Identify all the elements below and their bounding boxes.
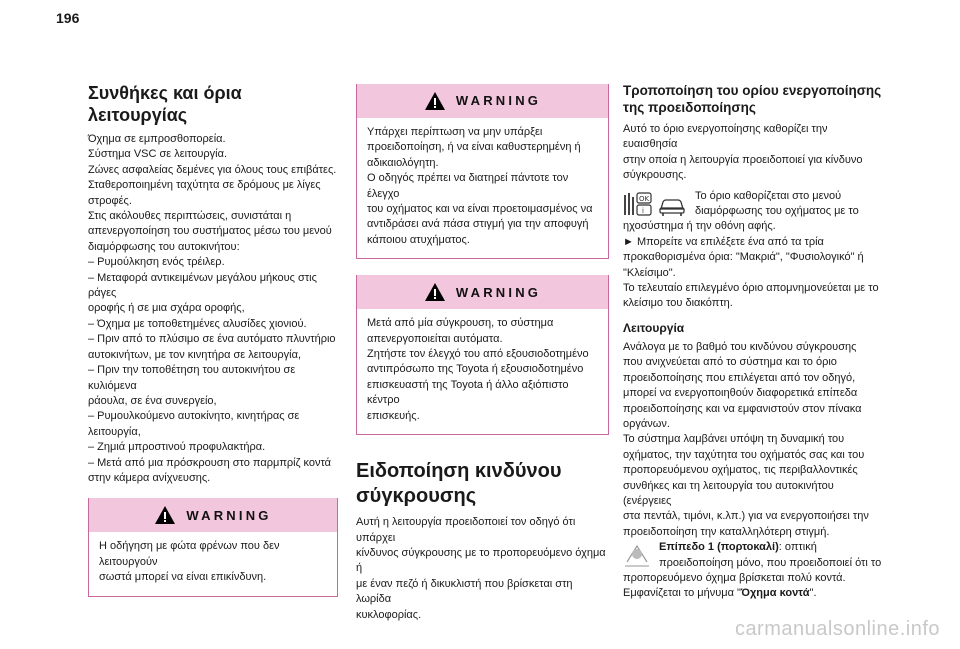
warning-header xyxy=(357,275,608,309)
warning-header xyxy=(89,498,337,532)
text-line: αντιδράσει ανά πάσα στιγμή για την αποφυγή xyxy=(367,218,589,231)
text-line: προπορευόμενο όχημα βρίσκεται πολύ κοντά. xyxy=(623,571,846,584)
text-line: απενεργοποιείται αυτόματα. xyxy=(367,332,503,345)
column-conditions xyxy=(88,82,338,597)
list-item: – Πριν την τοποθέτηση του αυτοκινήτου σε κυλιόμενα xyxy=(88,364,296,392)
text-line: Ζητήστε τον έλεγχό του από εξουσιοδοτημένο xyxy=(367,348,589,361)
text-line xyxy=(623,586,883,601)
text-line: σωστά μπορεί να είναι επικίνδυνη. xyxy=(99,571,267,584)
text-line: Αυτή η λειτουργία προειδοποιεί τον οδηγό ότι υπάρχει xyxy=(356,516,576,544)
config-menu-paragraph xyxy=(623,189,883,220)
text-line: οχήματος, την ταχύτητα του οχήματός σας και του xyxy=(623,448,865,461)
text-line: Μετά από μία σύγκρουση, το σύστημα xyxy=(367,317,554,330)
text-line: Αυτό το όριο ενεργοποίησης καθορίζει την ευαισθησία xyxy=(623,123,828,151)
message-prefix: Εμφανίζεται το μήνυμα " xyxy=(623,587,741,600)
threshold-options xyxy=(623,219,883,311)
warning-body xyxy=(89,532,337,595)
title-line: Ειδοποίηση κινδύνου xyxy=(356,460,562,483)
text-line: επισκευής. xyxy=(367,409,420,422)
text-line: του οχήματος και να είναι προετοιμασμένος να xyxy=(367,203,593,216)
operation-text xyxy=(623,340,883,540)
text-line: Το σύστημα λαμβάνει υπόψη τη δυναμική του xyxy=(623,433,845,446)
text-line: Ανάλογα με το βαθμό του κινδύνου σύγκρουσης xyxy=(623,340,857,353)
text-line: μπορεί να ενεργοποιηθούν διαφορετικά επίπεδα xyxy=(623,387,858,400)
text-line: αντιπρόσωπο της Toyota ή εξουσιοδοτημένο xyxy=(367,363,584,376)
text-line: προειδοποίηση, ή να είναι καθυστερημένη ή xyxy=(367,141,581,154)
collision-warning-level-icon xyxy=(623,542,651,568)
text-line: προπορευόμενου οχήματος, τις περιβαλλοντικές xyxy=(623,464,858,477)
text-line: Σύστημα VSC σε λειτουργία. xyxy=(88,148,228,161)
text-line: κάποιου ατυχήματος. xyxy=(367,233,470,246)
vehicle-settings-icon xyxy=(660,200,684,216)
text-line: που ανιχνεύεται από το σύστημα και το όριο xyxy=(623,356,837,369)
subsection-title-operation: Λειτουργία xyxy=(623,320,685,335)
text-line: κίνδυνος σύγκρουσης με το προπορευόμενο όχημα ή xyxy=(356,546,606,575)
svg-text:i: i xyxy=(642,206,644,215)
section-title-threshold xyxy=(623,82,883,116)
text-line xyxy=(623,540,883,555)
watermark: carmanualsonline.info xyxy=(734,618,940,640)
text-line: Η οδήγηση με φώτα φρένων που δεν λειτουργούν xyxy=(99,540,280,568)
audio-settings-icon xyxy=(624,193,651,215)
warning-title: WARNING xyxy=(186,507,272,523)
text-line: προειδοποίηση μόνο, που προειδοποιεί ότι το xyxy=(659,556,882,569)
conditions-text xyxy=(88,132,338,486)
list-item: – Πριν από το πλύσιμο σε ένα αυτόματο πλυντήριο xyxy=(88,333,336,346)
text-line: διαμόρφωσης του οχήματος με το xyxy=(695,205,859,218)
page-number: 196 xyxy=(56,10,80,26)
list-item: ράουλα, σε ένα συνεργείο, xyxy=(88,394,217,407)
message-suffix: ". xyxy=(809,587,817,600)
text-line: Όχημα σε εμπροσθοπορεία. xyxy=(88,133,226,145)
text-line: προκαθορισμένα όρια: "Μακριά", "Φυσιολογικό" ή xyxy=(623,251,864,264)
text-line: ηχοσύστημα ή την οθόνη αφής. xyxy=(623,220,776,233)
text-line: Στις ακόλουθες περιπτώσεις, συνιστάται η xyxy=(88,210,292,223)
text-line: Υπάρχει περίπτωση να μην υπάρξει xyxy=(367,126,543,138)
text-line: Ζώνες ασφαλείας δεμένες για όλους τους επιβάτες. xyxy=(88,163,337,176)
level-1-label: Επίπεδο 1 (πορτοκαλί) xyxy=(659,541,779,554)
text-line: στροφές. xyxy=(88,194,132,207)
level-1-desc: : οπτική xyxy=(778,541,817,554)
title-line: σύγκρουσης xyxy=(356,485,477,508)
warning-title: WARNING xyxy=(455,93,542,109)
text-line: αδικαιολόγητη. xyxy=(367,156,439,169)
warning-triangle-icon xyxy=(424,91,446,111)
warning-box xyxy=(356,84,609,259)
warning-box xyxy=(356,275,609,435)
text-line: στην οποία η λειτουργία προειδοποιεί για κίνδυνο xyxy=(623,153,863,166)
level-1-paragraph xyxy=(623,540,883,571)
list-item: – Ρυμούλκηση ενός τρέιλερ. xyxy=(88,256,225,269)
list-item: – Μετά από μια πρόσκρουση στο παρμπρίζ κοντά xyxy=(88,456,332,469)
text-line: συνθήκες και τη λειτουργία του αυτοκινήτου (ενέργειες xyxy=(623,479,834,507)
settings-menu-icons xyxy=(623,191,687,217)
title-line: της προειδοποίησης xyxy=(623,100,756,115)
warning-triangle-icon xyxy=(424,282,446,302)
collision-alert-text xyxy=(356,515,609,623)
text-line: Ο οδηγός πρέπει να διατηρεί πάντοτε τον έλεγχο xyxy=(367,172,569,200)
text-line: σύγκρουσης. xyxy=(623,169,687,182)
text-line: προειδοποίησης που επιλέγεται από τον οδηγό, xyxy=(623,371,856,384)
warning-box xyxy=(88,498,338,596)
list-item: – Μεταφορά αντικειμένων μεγάλου μήκους στις ράγες xyxy=(88,271,317,300)
list-item: – Ζημιά μπροστινού προφυλακτήρα. xyxy=(88,441,266,454)
threshold-intro xyxy=(623,122,883,184)
text-line: απενεργοποίηση του συστήματος μέσω του μενού xyxy=(88,225,332,238)
text-line: Σταθεροποιημένη ταχύτητα σε δρόμους με λίγες xyxy=(88,179,321,192)
text-line: στα πεντάλ, τιμόνι, κ.λπ.) για να ενεργοποιήσει την xyxy=(623,510,869,523)
text-line: προειδοποίηση την καταλληλότερη στιγμή. xyxy=(623,525,830,538)
warning-body xyxy=(357,118,608,258)
text-line: επισκευαστή της Toyota ή άλλο αξιόπιστο κέντρο xyxy=(367,378,569,407)
text-line: προειδοποίησης και να εμφανιστούν στον πίνακα xyxy=(623,402,862,415)
message-text: Όχημα κοντά xyxy=(740,587,810,600)
section-title-conditions: Συνθήκες και όρια λειτουργίας xyxy=(88,83,242,125)
column-threshold xyxy=(623,82,883,602)
warning-header xyxy=(357,84,608,118)
warning-title: WARNING xyxy=(455,284,542,300)
text-line: κλείσιμο του διακόπτη. xyxy=(623,297,733,310)
text-line: οργάνων. xyxy=(623,417,670,430)
text-line: Το όριο καθορίζεται στο μενού xyxy=(695,189,842,202)
text-line: "Κλείσιμο". xyxy=(623,266,676,279)
list-item: στην κάμερα ανίχνευσης. xyxy=(88,471,211,484)
section-title-collision-alert xyxy=(356,459,609,509)
column-warnings xyxy=(356,84,609,623)
text-line: Το τελευταίο επιλεγμένο όριο απομνημονεύεται με το xyxy=(623,282,879,295)
title-line: Τροποποίηση του ορίου ενεργοποίησης xyxy=(623,83,882,98)
text-line: με έναν πεζό ή δικυκλιστή που βρίσκεται στη λωρίδα xyxy=(356,577,573,606)
text-line: κυκλοφορίας. xyxy=(356,608,422,621)
list-item: – Ρυμουλκούμενο αυτοκίνητο, κινητήρας σε λειτουργία, xyxy=(88,410,300,438)
text-line: ► Μπορείτε να επιλέξετε ένα από τα τρία xyxy=(623,235,824,248)
warning-body xyxy=(357,309,608,434)
list-item: αυτοκινήτων, με τον κινητήρα σε λειτουργία, xyxy=(88,348,302,361)
warning-triangle-icon xyxy=(154,505,176,525)
list-item: – Όχημα με τοποθετημένες αλυσίδες χιονιού. xyxy=(88,317,307,330)
list-item: οροφής ή σε μια σχάρα οροφής, xyxy=(88,302,245,315)
text-line: διαμόρφωσης του αυτοκινήτου: xyxy=(88,240,240,253)
svg-text:OK: OK xyxy=(639,194,650,203)
